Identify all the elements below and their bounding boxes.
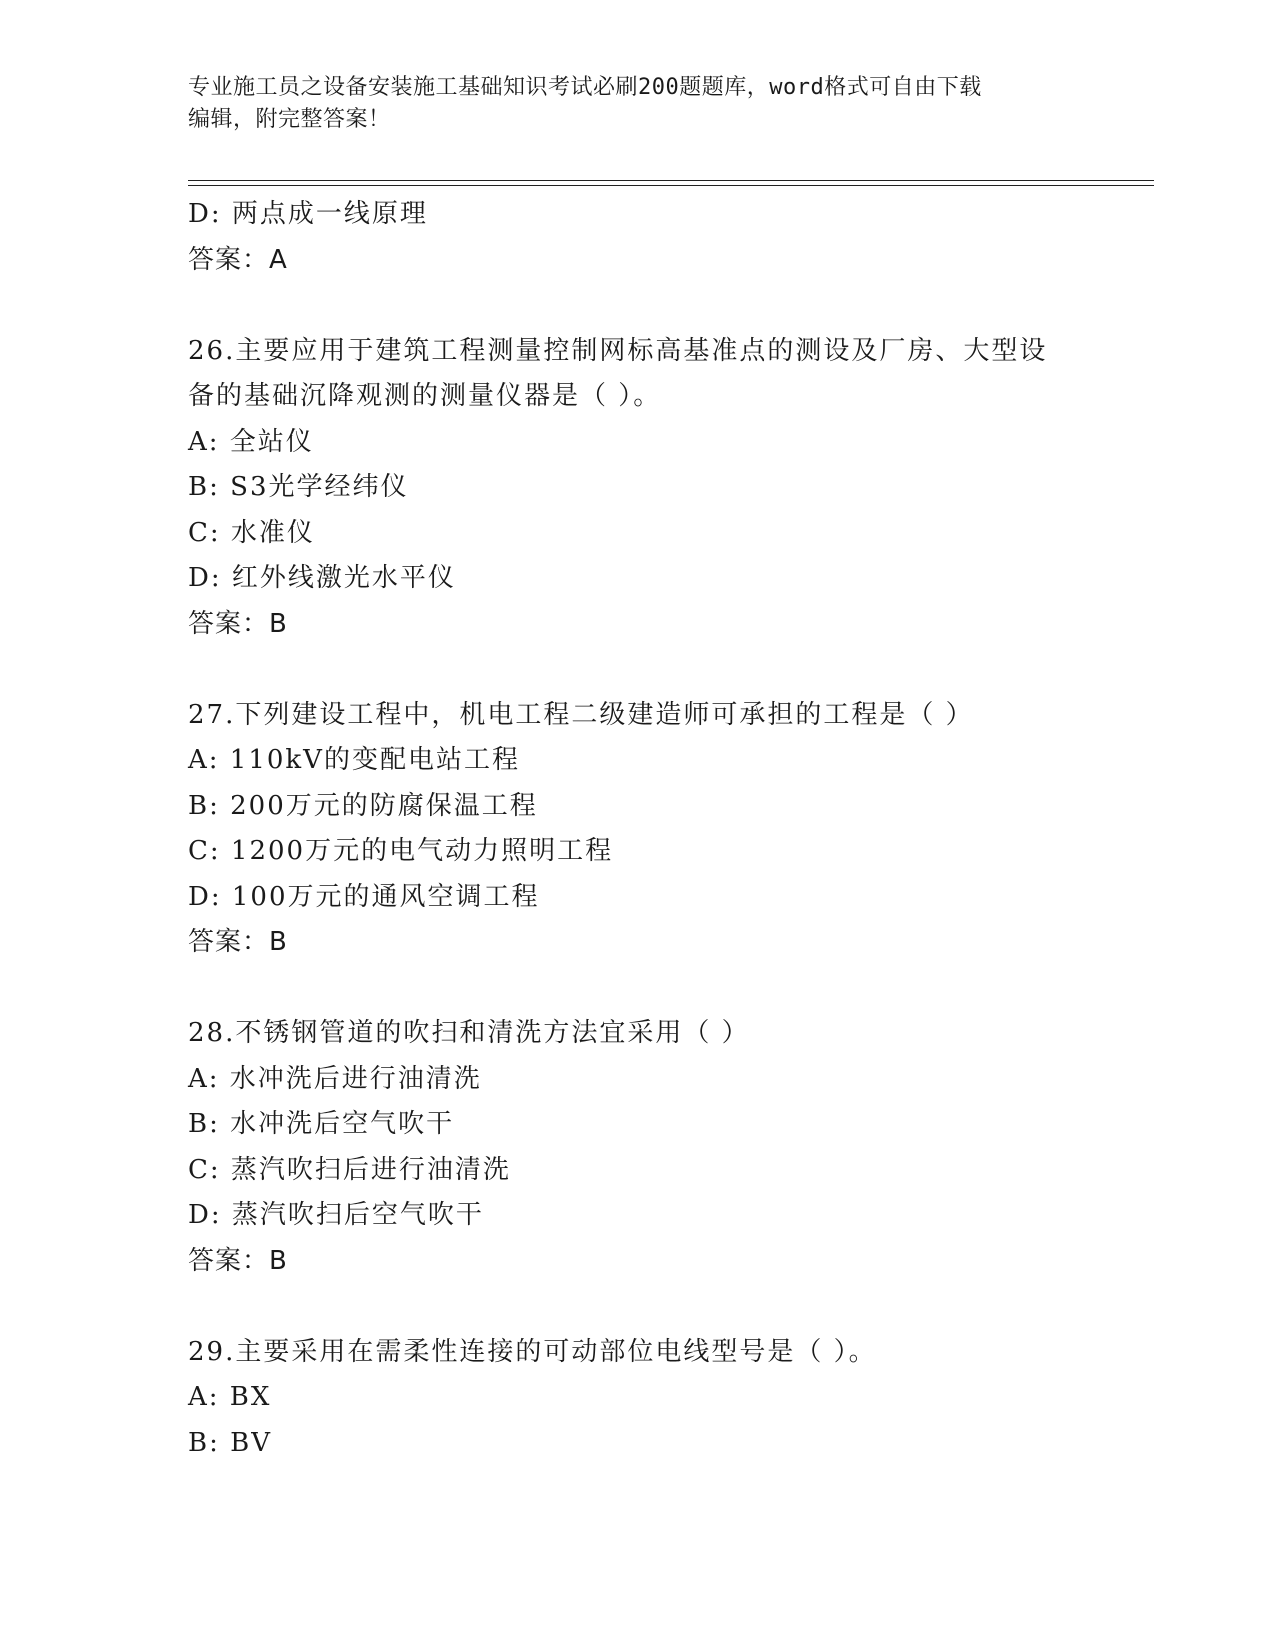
option-b: B: 200万元的防腐保温工程 — [188, 790, 538, 821]
question-stem: 备的基础沉降观测的测量仪器是（ ）。 — [188, 381, 662, 411]
option-a: A: 全站仪 — [188, 426, 314, 457]
answer: 答案：B — [188, 608, 288, 639]
document-header — [188, 72, 1088, 136]
question-stem: 26.主要应用于建筑工程测量控制网标高基准点的测设及厂房、大型设 — [188, 335, 1048, 366]
question-stem: 29.主要采用在需柔性连接的可动部位电线型号是（ ）。 — [188, 1336, 877, 1367]
answer: 答案：B — [188, 1245, 288, 1276]
spacer — [188, 966, 1088, 1012]
header-divider-top — [188, 180, 1154, 181]
question-29 — [188, 1330, 1088, 1467]
question-26 — [188, 329, 1088, 648]
header-line-2: 编辑，附完整答案！ — [188, 107, 391, 132]
option-d: D: 蒸汽吹扫后空气吹干 — [188, 1200, 484, 1230]
option-a: A: 110kV的变配电站工程 — [188, 745, 520, 775]
question-stem: 28.不锈钢管道的吹扫和清洗方法宜采用（ ） — [188, 1018, 750, 1048]
spacer — [188, 1284, 1088, 1330]
question-27 — [188, 693, 1088, 966]
option-b: B: 水冲洗后空气吹干 — [188, 1109, 455, 1139]
option-a: A: BX — [188, 1382, 272, 1412]
spacer — [188, 283, 1088, 329]
option-c: C: 水准仪 — [188, 517, 315, 548]
option-b: B: BV — [188, 1427, 273, 1458]
option-c: C: 1200万元的电气动力照明工程 — [188, 836, 614, 866]
option-d: D: 红外线激光水平仪 — [188, 563, 456, 593]
option-c: C: 蒸汽吹扫后进行油清洗 — [188, 1154, 511, 1185]
question-list — [188, 192, 1088, 1466]
question-stem: 27.下列建设工程中，机电工程二级建造师可承担的工程是（ ） — [188, 699, 974, 730]
option-d: D: 100万元的通风空调工程 — [188, 881, 540, 912]
question-28 — [188, 1011, 1088, 1284]
header-divider-bottom — [188, 185, 1154, 186]
option-a: A: 水冲洗后进行油清洗 — [188, 1063, 482, 1094]
spacer — [188, 647, 1088, 693]
answer: 答案：B — [188, 927, 288, 957]
option-b: B: S3光学经纬仪 — [188, 472, 409, 502]
answer-prev: 答案：A — [188, 244, 288, 275]
option-d-prev: D: 两点成一线原理 — [188, 199, 428, 229]
header-line-1: 专业施工员之设备安装施工基础知识考试必刷200题题库，word格式可自由下载 — [188, 75, 982, 100]
